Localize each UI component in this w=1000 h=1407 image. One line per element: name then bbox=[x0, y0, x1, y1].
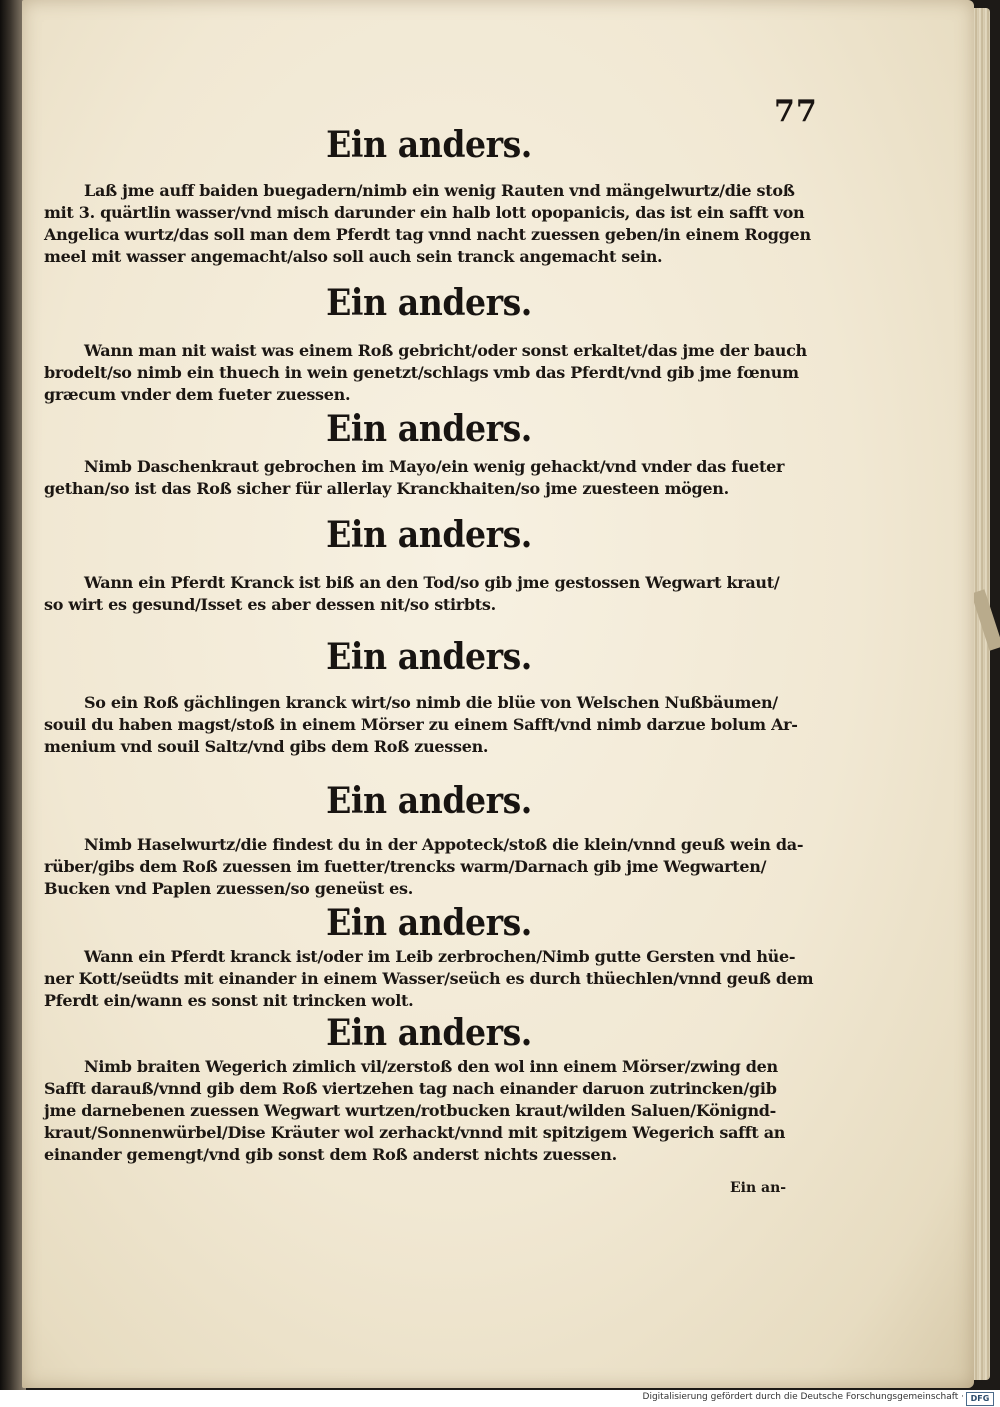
text-line: meel mit wasser angemacht/also soll auch sein tranck angemacht sein. bbox=[44, 247, 663, 266]
text-line: einander gemengt/vnd gib sonst dem Roß anderst nichts zuessen. bbox=[44, 1145, 617, 1164]
text-line: græcum vnder dem fueter zuessen. bbox=[44, 385, 351, 404]
text-line: Nimb Daschenkraut gebrochen im Mayo/ein wenig gehackt/vnd vnder das fueter bbox=[84, 457, 785, 476]
section-heading: Ein anders. bbox=[326, 124, 532, 166]
text-line: Wann ein Pferdt Kranck ist biß an den Tod/so gib jme gestossen Wegwart kraut/ bbox=[84, 573, 780, 592]
section-heading: Ein anders. bbox=[326, 514, 532, 556]
section-body bbox=[44, 834, 814, 900]
section-heading: Ein anders. bbox=[326, 902, 532, 944]
text-line: Wann man nit waist was einem Roß gebricht/oder sonst erkaltet/das jme der bauch bbox=[84, 341, 807, 360]
text-line: Safft darauß/vnnd gib dem Roß viertzehen tag nach einander daruon zutrincken/gib bbox=[44, 1079, 777, 1098]
text-line: Nimb Haselwurtz/die findest du in der Appoteck/stoß die klein/vnnd geuß wein da- bbox=[84, 835, 804, 854]
section-body bbox=[44, 946, 814, 1012]
text-line: Wann ein Pferdt kranck ist/oder im Leib zerbrochen/Nimb gutte Gersten vnd hüe- bbox=[84, 947, 796, 966]
text-line: jme darnebenen zuessen Wegwart wurtzen/rotbucken kraut/wilden Saluen/Könignd- bbox=[44, 1101, 777, 1120]
section-body bbox=[44, 572, 814, 616]
text-line: mit 3. quärtlin wasser/vnd misch darunder ein halb lott opopanicis, das ist ein safft von bbox=[44, 203, 805, 222]
section-body bbox=[44, 692, 814, 758]
text-line: kraut/Sonnenwürbel/Dise Kräuter wol zerhackt/vnnd mit spitzigem Wegerich safft an bbox=[44, 1123, 786, 1142]
text-line: souil du haben magst/stoß in einem Mörser zu einem Safft/vnd nimb darzue bolum Ar- bbox=[44, 715, 798, 734]
text-line: Laß jme auff baiden buegadern/nimb ein wenig Rauten vnd mängelwurtz/die stoß bbox=[84, 181, 795, 200]
section-body bbox=[44, 340, 814, 406]
text-line: So ein Roß gächlingen kranck wirt/so nimb die blüe von Welschen Nußbäumen/ bbox=[84, 693, 778, 712]
page-number: 77 bbox=[774, 94, 818, 129]
section-body bbox=[44, 180, 814, 268]
text-line: Bucken vnd Paplen zuessen/so geneüst es. bbox=[44, 879, 414, 898]
text-line: gethan/so ist das Roß sicher für allerlay Kranckhaiten/so jme zuesteen mögen. bbox=[44, 479, 729, 498]
text-line: so wirt es gesund/Isset es aber dessen nit/so stirbts. bbox=[44, 595, 496, 614]
text-line: ner Kott/seüdts mit einander in einem Wasser/seüch es durch thüechlen/vnnd geuß dem bbox=[44, 969, 814, 988]
section-heading: Ein anders. bbox=[326, 408, 532, 450]
section-heading: Ein anders. bbox=[326, 780, 532, 822]
text-line: Pferdt ein/wann es sonst nit trincken wolt. bbox=[44, 991, 414, 1010]
section-heading: Ein anders. bbox=[326, 1012, 532, 1054]
dfg-logo: DFG bbox=[966, 1392, 994, 1406]
text-line: Nimb braiten Wegerich zimlich vil/zerstoß den wol inn einem Mörser/zwing den bbox=[84, 1057, 778, 1076]
section-heading: Ein anders. bbox=[326, 282, 532, 324]
text-line: brodelt/so nimb ein thuech in wein genetzt/schlags vmb das Pferdt/vnd gib jme fœnum bbox=[44, 363, 799, 382]
text-line: rüber/gibs dem Roß zuessen im fuetter/trencks warm/Darnach gib jme Wegwarten/ bbox=[44, 857, 767, 876]
funding-credit: Digitalisierung gefördert durch die Deutsche Forschungsgemeinschaft · bbox=[642, 1392, 964, 1402]
catchword: Ein an- bbox=[730, 1180, 787, 1196]
section-body bbox=[44, 456, 814, 500]
section-heading: Ein anders. bbox=[326, 636, 532, 678]
text-line: menium vnd souil Saltz/vnd gibs dem Roß zuessen. bbox=[44, 737, 489, 756]
section-body bbox=[44, 1056, 814, 1166]
text-line: Angelica wurtz/das soll man dem Pferdt tag vnnd nacht zuessen geben/in einem Roggen bbox=[44, 225, 811, 244]
